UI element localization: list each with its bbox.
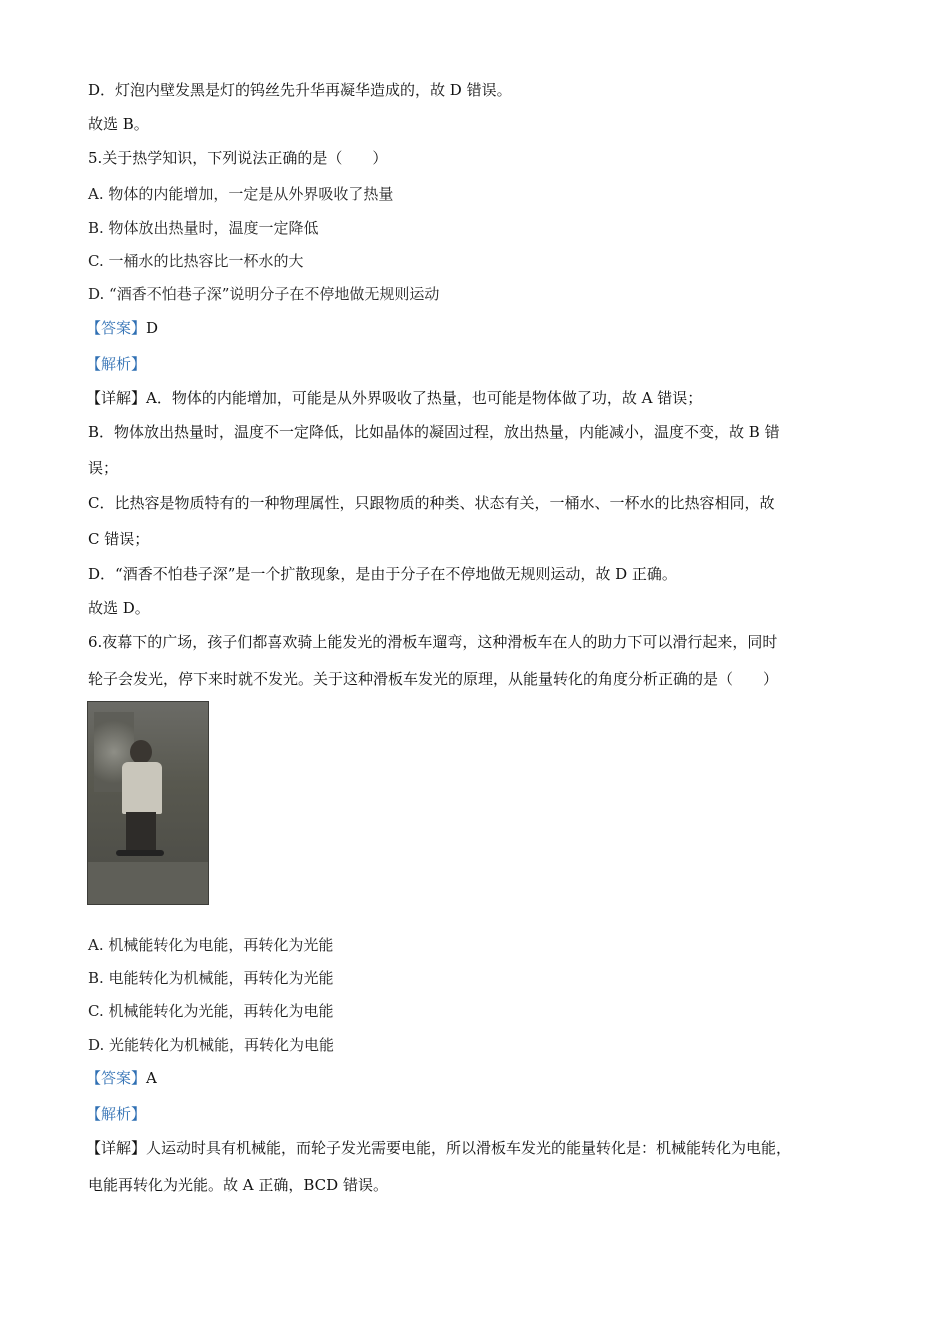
question-6-detail-2: 电能再转化为光能。故 A 正确，BCD 错误。	[88, 1176, 388, 1194]
question-5-detail-6: D．“酒香不怕巷子深”是一个扩散现象，是由于分子在不停地做无规则运动，故 D 正确。	[88, 565, 677, 583]
question-6-stem-1: 6.夜幕下的广场，孩子们都喜欢骑上能发光的滑板车遛弯，这种滑板车在人的助力下可以滑行起来，同时	[88, 633, 778, 651]
question-6-answer	[86, 1068, 157, 1088]
question-5-option-d: D. “酒香不怕巷子深”说明分子在不停地做无规则运动	[88, 285, 440, 303]
question-5-answer	[86, 318, 158, 338]
prev-option-d-explanation: D．灯泡内壁发黑是灯的钨丝先升华再凝华造成的，故 D 错误。	[88, 81, 512, 99]
scooter-child-photo	[87, 701, 209, 905]
detail-text: 人运动时具有机械能，而轮子发光需要电能，所以滑板车发光的能量转化是：机械能转化为电能，	[146, 1139, 792, 1157]
question-5-option-a: A. 物体的内能增加，一定是从外界吸收了热量	[88, 185, 394, 203]
question-6-option-b: B. 电能转化为机械能，再转化为光能	[88, 969, 334, 987]
question-5-detail-1	[86, 388, 702, 408]
answer-value: A	[146, 1069, 157, 1087]
answer-value: D	[146, 319, 159, 337]
question-6-option-c: C. 机械能转化为光能，再转化为电能	[88, 1002, 334, 1020]
question-5-detail-5: C 错误；	[88, 530, 150, 548]
question-5-option-b: B. 物体放出热量时，温度一定降低	[88, 219, 319, 237]
question-5-option-c: C. 一桶水的比热容比一杯水的大	[88, 252, 304, 270]
question-5-detail-2: B．物体放出热量时，温度不一定降低，比如晶体的凝固过程，放出热量，内能减小，温度不变，故 B 错	[88, 423, 780, 441]
detail-tag: 【详解】	[86, 1139, 147, 1157]
question-5-analysis-tag: 【解析】	[86, 355, 147, 373]
question-6-option-a: A. 机械能转化为电能，再转化为光能	[88, 936, 334, 954]
question-6-detail-1	[86, 1138, 791, 1158]
answer-tag: 【答案】	[86, 319, 147, 337]
question-6-stem-2: 轮子会发光，停下来时就不发光。关于这种滑板车发光的原理，从能量转化的角度分析正确的是（ ）	[88, 670, 779, 688]
question-5-select: 故选 D。	[88, 599, 150, 617]
question-5-detail-3: 误；	[88, 459, 119, 477]
detail-tag: 【详解】	[86, 389, 147, 407]
question-6-option-d: D. 光能转化为机械能，再转化为电能	[88, 1036, 335, 1054]
detail-text: A．物体的内能增加，可能是从外界吸收了热量，也可能是物体做了功，故 A 错误；	[146, 389, 703, 407]
question-5-stem: 5.关于热学知识，下列说法正确的是（ ）	[88, 149, 388, 167]
answer-tag: 【答案】	[86, 1069, 147, 1087]
prev-answer-select: 故选 B。	[88, 115, 149, 133]
question-5-detail-4: C．比热容是物质特有的一种物理属性，只跟物质的种类、状态有关，一桶水、一杯水的比热容相同，故	[88, 494, 775, 512]
question-6-analysis-tag: 【解析】	[86, 1105, 147, 1123]
